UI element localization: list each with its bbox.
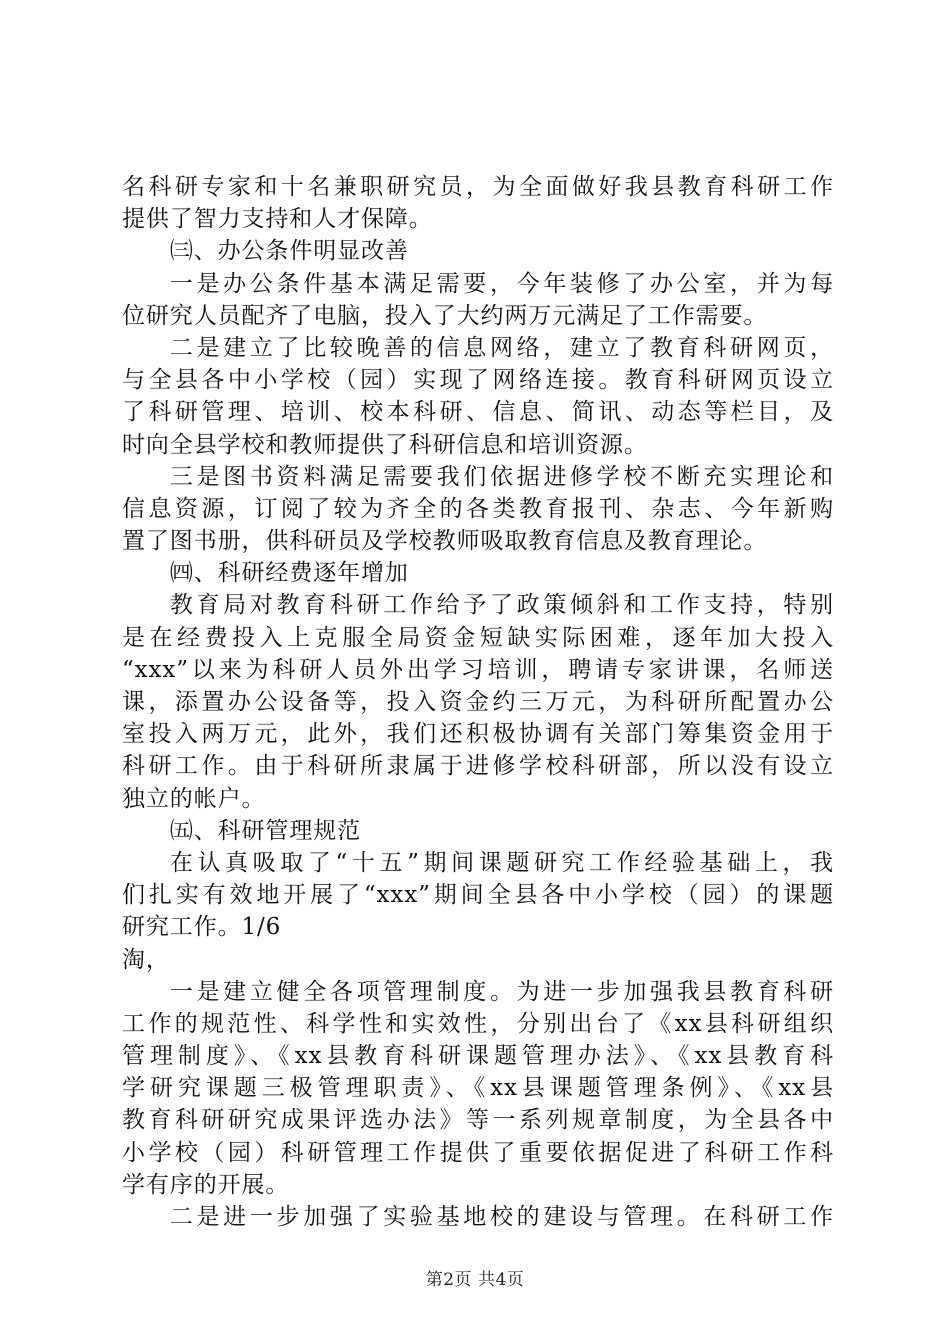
text-line: 在认真吸取了“十五”期间课题研究工作经验基础上，我	[169, 849, 834, 876]
text-line: 一是建立健全各项管理制度。为进一步加强我县教育科研	[169, 978, 834, 1005]
text-line: 小学校（园）科研管理工作提供了重要依据促进了科研工作科	[122, 1139, 834, 1166]
text-line: ㈤、科研管理规范	[169, 817, 362, 844]
text-line: 是在经费投入上克服全局资金短缺实际困难，逐年加大投入	[122, 624, 834, 651]
text-line: ㈢、办公条件明显改善	[169, 238, 409, 265]
text-line: 置了图书册，供科研员及学校教师吸取教育信息及教育理论。	[122, 528, 768, 555]
text-line: 时向全县学校和教师提供了科研信息和培训资源。	[122, 431, 648, 458]
page-footer: 第2页 共4页	[425, 1270, 525, 1290]
text-line: 独立的帐户。	[122, 785, 266, 812]
text-line: 室投入两万元，此外，我们还积极协调有关部门筹集资金用于	[122, 721, 834, 748]
text-line: 淘，	[122, 946, 170, 973]
text-line: 学研究课题三极管理职责》、《xx县课题管理条例》、《xx县	[122, 1075, 834, 1102]
text-line: 科研工作。由于科研所隶属于进修学校科研部，所以没有设立	[122, 753, 834, 780]
text-line: “xxx”以来为科研人员外出学习培训，聘请专家讲课，名师送	[122, 656, 834, 683]
text-line: 们扎实有效地开展了“xxx”期间全县各中小学校（园）的课题	[122, 882, 834, 909]
text-line: 信息资源，订阅了较为齐全的各类教育报刊、杂志、今年新购	[122, 495, 834, 522]
text-line: 提供了智力支持和人才保障。	[122, 206, 433, 233]
text-line: 教育科研研究成果评选办法》等一系列规章制度，为全县各中	[122, 1107, 834, 1134]
text-line: 二是进一步加强了实验基地校的建设与管理。在科研工作	[169, 1204, 834, 1230]
text-line: 名科研专家和十名兼职研究员，为全面做好我县教育科研工作	[122, 174, 834, 200]
text-line: 了科研管理、培训、校本科研、信息、简讯、动态等栏目，及	[122, 399, 834, 426]
document-body	[122, 171, 834, 1233]
text-line: 与全县各中小学校（园）实现了网络连接。教育科研网页设立	[122, 367, 834, 394]
text-line: 位研究人员配齐了电脑，投入了大约两万元满足了工作需要。	[122, 302, 768, 329]
text-line: ㈣、科研经费逐年增加	[169, 560, 409, 587]
text-line: 工作的规范性、科学性和实效性，分别出台了《xx县科研组织	[122, 1010, 834, 1037]
text-line: 一是办公条件基本满足需要，今年装修了办公室，并为每	[169, 270, 834, 297]
text-line: 二是建立了比较晚善的信息网络，建立了教育科研网页，	[169, 334, 834, 361]
text-line: 学有序的开展。	[122, 1171, 290, 1198]
text-line: 三是图书资料满足需要我们依据进修学校不断充实理论和	[169, 463, 834, 490]
text-line: 管理制度》、《xx县教育科研课题管理办法》、《xx县教育科	[122, 1043, 834, 1070]
text-line: 教育局对教育科研工作给予了政策倾斜和工作支持，特别	[169, 592, 834, 619]
text-line: 研究工作。1/6	[122, 914, 282, 941]
text-line: 课，添置办公设备等，投入资金约三万元，为科研所配置办公	[122, 689, 834, 715]
